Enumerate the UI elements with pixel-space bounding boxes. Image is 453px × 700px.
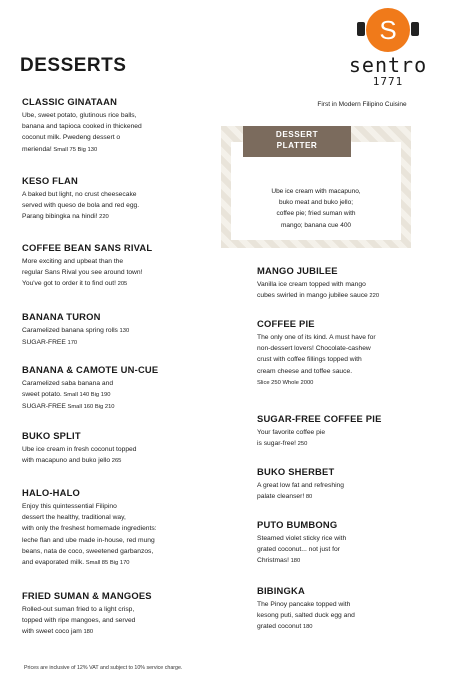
item-price: 180 (81, 629, 94, 636)
item-desc-line: A great low fat and refreshing (257, 482, 344, 489)
item-price: 180 (288, 558, 301, 565)
item-price: 130 (117, 328, 130, 334)
menu-item (22, 311, 129, 349)
item-desc-line: regular Sans Rival you see around town! (22, 269, 143, 277)
item-option-label: SUGAR-FREE (22, 403, 66, 411)
platter-line: coffee pie; fried suman with (276, 210, 356, 218)
item-description (22, 501, 157, 569)
item-price: 250 (296, 441, 308, 448)
platter-line: mango; banana cue 400 (280, 221, 352, 229)
item-price: 205 (115, 281, 128, 288)
menu-item (22, 364, 158, 414)
item-name: HALO-HALO (22, 487, 81, 498)
item-name: SUGAR-FREE COFFEE PIE (257, 413, 382, 424)
menu-item (22, 96, 142, 156)
item-price: Slice 250 Whole 2000 (257, 379, 314, 386)
item-desc-line: with only the freshest homemade ingredients: (22, 525, 157, 533)
item-name: BANANA & CAMOTE UN-CUE (22, 364, 159, 375)
item-desc-line: and evaporated milk. (22, 559, 85, 567)
item-desc-line: Christmas! (257, 557, 289, 565)
item-option (22, 337, 129, 349)
item-desc-line: leche flan and ube made in-house, red mung (22, 536, 155, 544)
dessert-platter-box (221, 126, 411, 248)
menu-item (257, 585, 355, 634)
item-description (257, 332, 376, 389)
footer-note: Prices are inclusive of 12% VAT and subject to 10% service charge. (24, 665, 183, 671)
item-name: FRIED SUMAN & MANGOES (22, 590, 152, 601)
item-desc-line: More exciting and upbeat than the (22, 258, 124, 265)
item-desc-line: served with queso de bola and red egg. (22, 202, 140, 210)
item-desc-line: is sugar-free! (257, 440, 297, 448)
logo-year: 1771 (372, 75, 404, 88)
item-price: 80 (304, 494, 313, 501)
item-desc-line: beans, nata de coco, sweetened garbanzos, (22, 547, 154, 555)
item-desc-line: Parang bibingka na hindi! (22, 213, 98, 221)
item-desc-line: Vanilla ice cream topped with mango (257, 281, 366, 288)
item-desc-line: kesong puti, salted duck egg and (257, 612, 355, 620)
item-desc-line: You've got to order it to find out! (22, 280, 116, 288)
item-desc-line: non-dessert lovers! Chocolate-cashew (257, 345, 371, 353)
platter-title-line: DESSERT (275, 130, 319, 139)
menu-item (257, 519, 346, 568)
item-desc-line: with sweet coco jam (22, 628, 82, 636)
item-description (257, 533, 346, 568)
item-desc-line: crust with coffee fillings topped with (257, 356, 362, 364)
platter-title-line: PLATTER (276, 141, 318, 150)
item-desc-line: palate cleanser! (257, 493, 305, 501)
item-price: 265 (110, 458, 122, 465)
menu-item (22, 487, 157, 569)
item-option (22, 401, 158, 413)
item-description (257, 599, 355, 634)
item-option-price: Small 160 Big 210 (65, 404, 115, 411)
item-desc-line: The Pinoy pancake topped with (257, 601, 351, 608)
menu-item (257, 413, 382, 450)
dessert-platter-title (243, 126, 351, 157)
menu-item (257, 318, 376, 389)
item-desc-line: coconut milk. Pwedeng dessert o (22, 134, 121, 142)
item-desc-line: cream cheese and toffee sauce. (257, 367, 353, 375)
item-desc-line: grated coconut... not just for (257, 546, 340, 554)
item-desc-line: topped with ripe mangoes, and served (22, 617, 136, 625)
item-option-price: 170 (65, 340, 78, 347)
item-desc-line: banana and tapioca cooked in thickened (22, 123, 142, 131)
item-desc-line: Your favorite coffee pie (257, 429, 326, 436)
item-name: COFFEE BEAN SANS RIVAL (22, 242, 153, 253)
page-title: DESSERTS (20, 55, 127, 76)
logo-mark: S (366, 8, 410, 52)
item-description (22, 604, 152, 639)
item-description (22, 189, 139, 224)
item-description (22, 110, 142, 156)
menu-item (22, 175, 139, 224)
item-name: PUTO BUMBONG (257, 519, 338, 530)
item-desc-line: dessert the healthy, traditional way, (22, 514, 126, 522)
item-price: 220 (367, 293, 380, 300)
item-desc-line: merienda! (22, 145, 52, 153)
item-desc-line: Rolled-out suman fried to a light crisp, (22, 606, 135, 613)
item-description (22, 378, 158, 401)
item-price: Small 75 Big 130 (51, 146, 98, 153)
menu-item (22, 430, 137, 467)
item-desc-line: Ube, sweet potato, glutinous rice balls, (22, 112, 137, 119)
dessert-platter-description (231, 186, 401, 231)
item-price: 220 (97, 214, 109, 221)
menu-item (22, 242, 152, 291)
item-desc-line: Caramelized banana spring rolls (22, 327, 118, 334)
platter-line: Ube ice cream with macapuno, (271, 188, 361, 195)
item-price: Small 140 Big 190 (61, 392, 111, 399)
platter-line: buko meat and buko jello; (278, 199, 354, 207)
item-name: BANANA TURON (22, 311, 101, 322)
item-price: 180 (301, 624, 313, 631)
item-desc-line: Caramelized saba banana and (22, 380, 114, 387)
item-desc-line: Steamed violet sticky rice with (257, 535, 347, 542)
logo (340, 8, 436, 88)
item-name: BUKO SPLIT (22, 430, 81, 441)
item-description (22, 325, 129, 337)
item-name: CLASSIC GINATAAN (22, 96, 118, 107)
item-desc-line: A baked but light, no crust cheesecake (22, 191, 137, 198)
item-name: COFFEE PIE (257, 318, 315, 329)
item-name: BUKO SHERBET (257, 466, 335, 477)
item-desc-line: sweet potato. (22, 391, 62, 399)
item-desc-line: Ube ice cream in fresh coconut topped (22, 446, 137, 453)
item-description (257, 480, 344, 503)
item-description (257, 279, 379, 302)
logo-name: sentro (348, 53, 428, 77)
item-desc-line: with macapuno and buko jello (22, 457, 111, 465)
item-description (22, 256, 152, 291)
item-name: KESO FLAN (22, 175, 78, 186)
item-description (22, 444, 137, 467)
item-description (257, 427, 382, 450)
item-name: MANGO JUBILEE (257, 265, 338, 276)
item-desc-line: cubes swirled in mango jubilee sauce (257, 292, 368, 300)
menu-item (257, 265, 379, 302)
item-price: Small 85 Big 170 (84, 560, 130, 567)
menu-item (257, 466, 344, 503)
menu-item (22, 590, 152, 639)
item-name: BIBINGKA (257, 585, 305, 596)
item-option-label: SUGAR-FREE (22, 339, 66, 347)
item-desc-line: The only one of its kind. A must have for (257, 334, 376, 341)
item-desc-line: Enjoy this quintessential Filipino (22, 503, 117, 510)
item-desc-line: grated coconut (257, 623, 302, 631)
tagline: First in Modern Filipino Cuisine (317, 101, 407, 108)
